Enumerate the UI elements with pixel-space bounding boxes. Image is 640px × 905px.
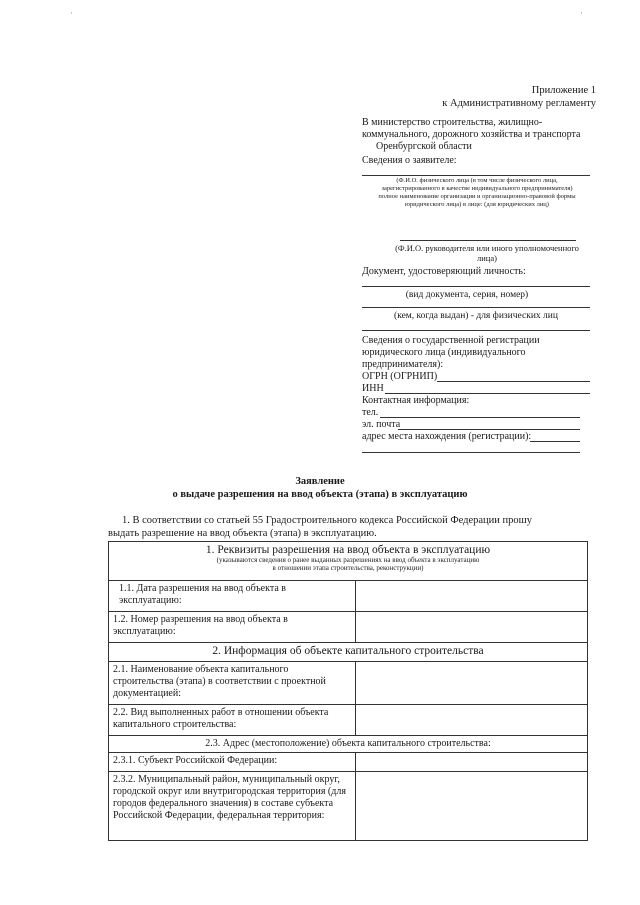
table-row	[109, 542, 588, 581]
separator-line	[362, 330, 590, 331]
inn-field[interactable]	[385, 393, 590, 394]
addressee-line-1: В министерство строительства, жилищно-	[362, 117, 543, 128]
document-title: Заявление	[295, 476, 345, 487]
id-issued-line[interactable]	[362, 307, 590, 308]
section-1-note-2: в отношении этапа строительства, реконструкции)	[272, 564, 424, 572]
email-label: эл. почта	[362, 419, 401, 430]
inn-label: ИНН	[362, 383, 384, 394]
row-label: 2.3.2. Муниципальный район, муниципальный округ, городской округ или внутригородская территория (для городов федерального значения) в составе субъекта Российской Федерации, федеральная территория:	[109, 772, 356, 841]
object-name-field[interactable]	[356, 662, 588, 705]
address-field[interactable]	[530, 441, 580, 442]
table-row	[109, 705, 588, 736]
addressee-line-2: коммунального, дорожного хозяйства и транспорта	[362, 129, 581, 140]
permit-number-field[interactable]	[356, 612, 588, 643]
section-2-3-title: 2.3. Адрес (местоположение) объекта капитального строительства:	[109, 736, 588, 753]
table-row	[109, 772, 588, 841]
applicant-name-line[interactable]	[362, 175, 590, 176]
registration-line-2: юридического лица (индивидуального	[362, 347, 526, 358]
ogrn-field[interactable]	[437, 381, 590, 382]
intro-line-2: выдать разрешение на ввод объекта (этапа) в эксплуатацию.	[108, 528, 377, 539]
table-row	[109, 753, 588, 772]
municipality-field[interactable]	[356, 772, 588, 841]
table-row	[109, 612, 588, 643]
table-row	[109, 662, 588, 705]
row-label: 2.3.1. Субъект Российской Федерации:	[109, 753, 356, 772]
permit-date-field[interactable]	[356, 581, 588, 612]
id-document-line[interactable]	[362, 286, 590, 287]
row-label: 2.1. Наименование объекта капитального строительства (этапа) в соответствии с проектной документацией:	[109, 662, 356, 705]
id-document-label: Документ, удостоверяющий личность:	[362, 266, 526, 277]
contact-heading: Контактная информация:	[362, 395, 470, 406]
table-row	[109, 736, 588, 753]
email-field[interactable]	[398, 429, 580, 430]
id-document-note: (вид документа, серия, номер)	[405, 290, 529, 300]
annex-number: Приложение 1	[531, 85, 596, 96]
section-1-title: 1. Реквизиты разрешения на ввод объекта в эксплуатацию	[205, 544, 491, 556]
annex-reference: к Административному регламенту	[442, 98, 596, 109]
application-form-table	[108, 541, 588, 841]
document-subtitle: о выдаче разрешения на ввод объекта (этапа) в эксплуатацию	[172, 489, 468, 500]
applicant-heading: Сведения о заявителе:	[362, 155, 457, 166]
addressee-line-3: Оренбургской области	[376, 141, 472, 152]
row-label: 2.2. Вид выполненных работ в отношении объекта капитального строительства:	[109, 705, 356, 736]
scan-mark: ·	[70, 8, 73, 18]
registration-line-3: предпринимателя):	[362, 359, 444, 370]
applicant-name-note: (Ф.И.О. физического лица (в том числе физического лица, зарегистрированного в качестве индивидуального предпринимателя) полное наименование организации и организационно-правовой формы юридического лица) в лице: (для юридических лиц)	[378, 177, 576, 208]
section-1-header	[109, 542, 588, 581]
registration-line-1: Сведения о государственной регистрации	[362, 335, 540, 346]
representative-line[interactable]	[400, 240, 576, 241]
table-row	[109, 643, 588, 662]
row-label: 1.2. Номер разрешения на ввод объекта в эксплуатацию:	[109, 612, 356, 643]
row-label: 1.1. Дата разрешения на ввод объекта в эксплуатацию:	[109, 581, 356, 612]
region-field[interactable]	[356, 753, 588, 772]
id-issued-note: (кем, когда выдан) - для физических лиц	[394, 311, 558, 321]
section-2-title: 2. Информация об объекте капитального строительства	[109, 643, 588, 662]
phone-label: тел.	[362, 407, 379, 418]
intro-line-1: 1. В соответствии со статьей 55 Градостроительного кодекса Российской Федерации прошу	[122, 515, 532, 526]
section-1-note-1: (указываются сведения о ранее выданных разрешениях на ввод объекта в эксплуатацию	[216, 556, 480, 564]
scan-mark: ·	[580, 8, 583, 18]
table-row	[109, 581, 588, 612]
phone-field[interactable]	[380, 417, 580, 418]
work-type-field[interactable]	[356, 705, 588, 736]
address-label: адрес места нахождения (регистрации):	[362, 431, 532, 442]
ogrn-label: ОГРН (ОГРНИП)	[362, 371, 438, 382]
representative-note: (Ф.И.О. руководителя или иного уполномоченного лица)	[395, 243, 579, 263]
address-field-continued[interactable]	[362, 452, 580, 453]
